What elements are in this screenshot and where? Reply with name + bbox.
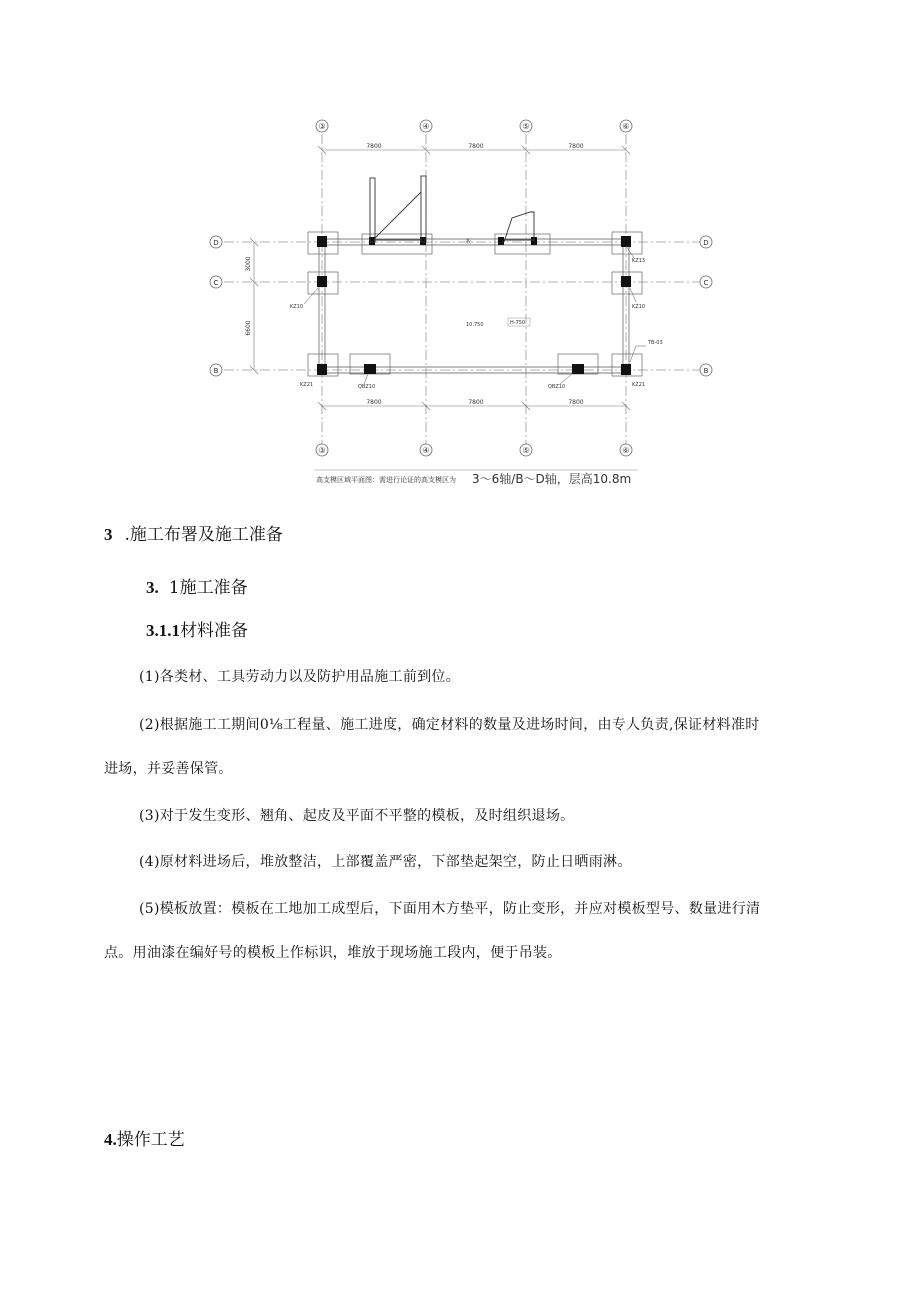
span-left-1: 3000 — [245, 256, 252, 272]
span-bottom-1: 7800 — [366, 399, 382, 406]
axis-bubble-top-3: ③ — [318, 122, 326, 131]
axis-bubble-left-B: B — [213, 367, 219, 375]
axis-bubble-right-C: C — [703, 279, 709, 287]
paragraph-5-line-1: (5)模板放置：模板在工地加工成型后，下面用木方垫平，防止变形，并应对模板型号、数量进行清 — [139, 901, 761, 917]
axis-bubble-top-6: ⑥ — [622, 122, 630, 131]
axis-bubble-bottom-5: ⑤ — [522, 446, 530, 455]
span-top-3: 7800 — [568, 143, 584, 150]
column-B3 — [317, 364, 327, 375]
beam-label-qbz10-right: QBZ10 — [548, 384, 566, 390]
span-top-2: 7800 — [468, 143, 484, 150]
axis-bubble-top-4: ④ — [422, 122, 430, 131]
axis-bubble-right-D: D — [703, 239, 709, 247]
axis-bubble-bottom-4: ④ — [422, 446, 430, 455]
span-bottom-3: 7800 — [568, 399, 584, 406]
column-B-wall-right — [572, 364, 584, 374]
figure-caption-large: 3～6轴/B～D轴，层高10.8m — [472, 472, 632, 486]
stair-element-right — [504, 212, 534, 242]
floor-plan-drawing — [200, 112, 720, 496]
section-3-1-1-title: 材料准备 — [180, 621, 248, 641]
section-3-1-1-number: 3.1.1 — [146, 621, 180, 640]
paragraph-3: (3)对于发生变形、翘角、起皮及平面不平整的模板，及时组织退场。 — [139, 808, 575, 824]
column-label-kz21-left: KZ21 — [300, 382, 314, 388]
span-top-1: 7800 — [366, 143, 382, 150]
column-C3 — [317, 276, 327, 287]
section-3-title: .施工布署及施工准备 — [124, 525, 283, 545]
paragraph-5-line-2: 点。用油漆在编好号的模板上作标识，堆放于现场施工段内，便于吊装。 — [104, 945, 562, 961]
column-D6 — [621, 236, 631, 247]
column-C6 — [621, 276, 631, 287]
section-3-heading — [104, 520, 283, 545]
section-3-1-heading — [146, 573, 248, 598]
axis-bubble-left-C: C — [213, 279, 219, 287]
section-3-1-1-heading — [146, 616, 248, 641]
section-4-number: 4. — [104, 1130, 117, 1149]
axis-bubble-left-D: D — [213, 239, 219, 247]
floor-plan-figure — [200, 112, 720, 496]
axis-bubble-bottom-3: ③ — [318, 446, 326, 455]
span-bottom-2: 7800 — [468, 399, 484, 406]
axis-bubble-top-5: ⑤ — [522, 122, 530, 131]
paragraph-1: (1)各类材、工具劳动力以及防护用品施工前到位。 — [139, 669, 461, 685]
beam-label-qbz10-left: QBZ10 — [358, 384, 376, 390]
column-label-kz13: KZ13 — [632, 258, 646, 264]
axis-bubble-bottom-6: ⑥ — [622, 446, 630, 455]
paragraph-4: (4)原材料进场后，堆放整洁，上部覆盖严密，下部垫起架空，防止日晒雨淋。 — [139, 854, 632, 870]
section-3-1-title: 1施工准备 — [168, 578, 248, 598]
elevation-label-1: 10.750 — [466, 322, 484, 328]
paragraph-2-line-1: (2)根据施工工期间0⅛工程量、施工进度，确定材料的数量及进场时间，由专人负责,保证材料准时 — [139, 717, 760, 733]
column-B-wall-left — [364, 364, 376, 374]
axis-bubble-right-B: B — [703, 367, 709, 375]
span-left-2: 6600 — [245, 320, 252, 336]
section-4-heading — [104, 1125, 185, 1150]
column-label-kz10-right: KZ10 — [632, 304, 646, 310]
section-3-1-number: 3. — [146, 578, 159, 597]
elevation-label-2: H-750 — [510, 320, 526, 326]
section-3-number: 3 — [104, 525, 113, 544]
paragraph-2-line-2: 进场，并妥善保管。 — [104, 761, 233, 777]
column-B6 — [621, 364, 631, 375]
column-label-kz21-right: KZ21 — [632, 382, 646, 388]
beam-label-small: 板 — [466, 239, 472, 245]
stair-element-left — [370, 176, 426, 242]
figure-caption-small: 高支模区域平面图：需进行论证的高支模区为 — [316, 476, 456, 484]
column-label-kz10-left: KZ10 — [290, 304, 304, 310]
section-4-title: 操作工艺 — [116, 1130, 185, 1150]
column-D3 — [317, 236, 327, 247]
tag-label-tb03: TB-03 — [648, 340, 663, 346]
